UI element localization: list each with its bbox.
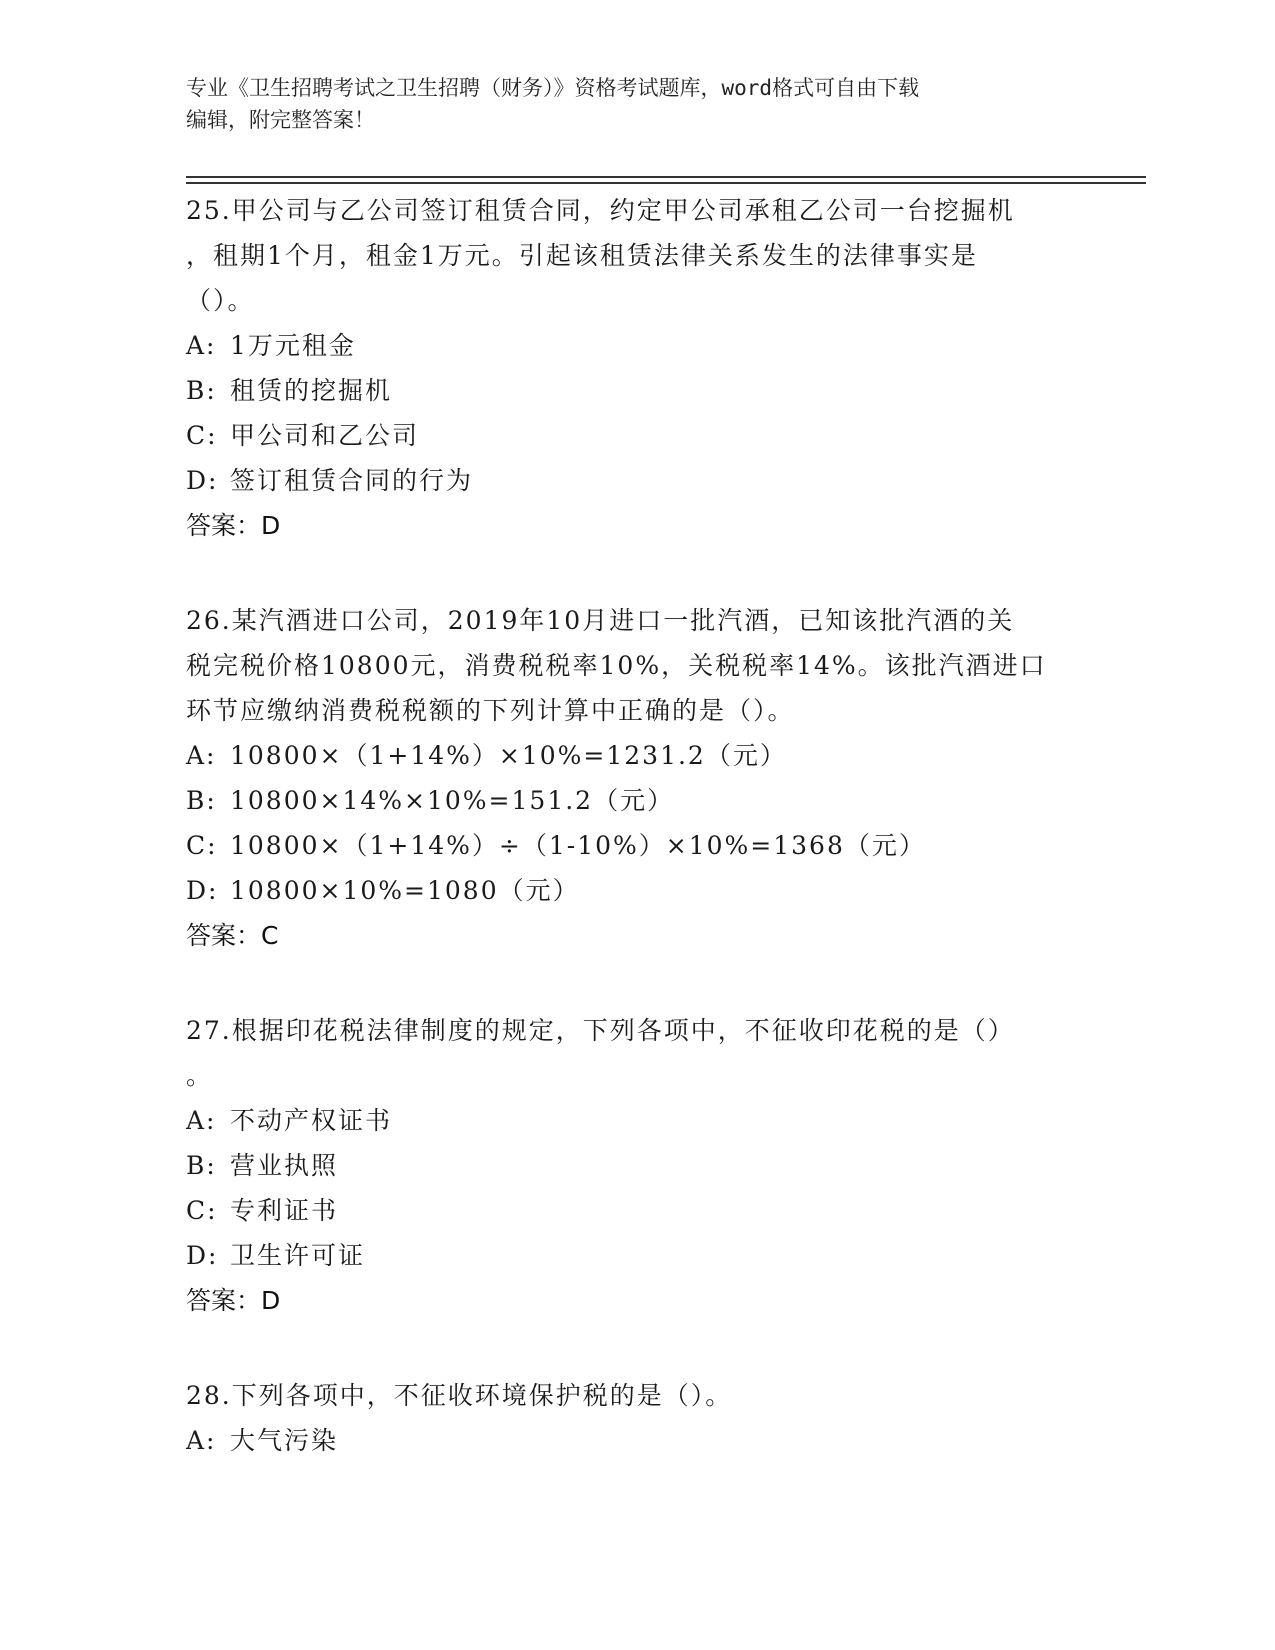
option-letter: A: — [186, 741, 217, 770]
answer-option — [186, 1098, 1066, 1143]
answer-option — [186, 368, 1066, 413]
option-text: 营业执照 — [230, 1151, 339, 1180]
header-divider-top — [186, 176, 1146, 178]
answer-key: 答案：C — [186, 921, 279, 950]
option-letter: A: — [186, 1106, 217, 1135]
document-header — [186, 72, 1066, 136]
question-stem-line: 28.下列各项中，不征收环境保护税的是（）。 — [186, 1381, 733, 1410]
option-text: 10800×10%=1080（元） — [230, 876, 580, 905]
option-text: 专利证书 — [230, 1196, 339, 1225]
answer-option — [186, 778, 1066, 823]
answer-option — [186, 1143, 1066, 1188]
question-stem-line: 25.甲公司与乙公司签订租赁合同，约定甲公司承租乙公司一台挖掘机 — [186, 196, 1015, 225]
question-stem-line: 。 — [186, 1061, 214, 1090]
option-text: 大气污染 — [230, 1426, 339, 1455]
answer-option — [186, 458, 1066, 503]
question-stem-line: （）。 — [186, 286, 255, 315]
question-stem-line: ，租期1个月，租金1万元。引起该租赁法律关系发生的法律事实是 — [186, 241, 978, 270]
option-text: 甲公司和乙公司 — [230, 421, 420, 450]
option-text: 10800×14%×10%=151.2（元） — [230, 786, 675, 815]
question-block — [186, 598, 1066, 958]
option-text: 10800×（1+14%）×10%=1231.2（元） — [230, 741, 787, 770]
answer-option — [186, 733, 1066, 778]
question-stem-line: 环节应缴纳消费税税额的下列计算中正确的是（）。 — [186, 696, 795, 725]
option-letter: B: — [186, 376, 217, 405]
option-letter: D: — [186, 876, 219, 905]
question-stem-line: 税完税价格10800元，消费税税率10%，关税税率14%。该批汽酒进口 — [186, 651, 1047, 680]
option-letter: C: — [186, 831, 218, 860]
option-letter: B: — [186, 786, 217, 815]
header-line-1: 专业《卫生招聘考试之卫生招聘（财务）》资格考试题库，word格式可自由下载 — [186, 76, 920, 100]
option-text: 10800×（1+14%）÷（1-10%）×10%=1368（元） — [230, 831, 926, 860]
answer-option — [186, 1418, 1066, 1463]
option-letter: D: — [186, 466, 219, 495]
option-text: 不动产权证书 — [230, 1106, 393, 1135]
answer-option — [186, 1188, 1066, 1233]
answer-key: 答案：D — [186, 1286, 281, 1315]
option-letter: A: — [186, 1426, 217, 1455]
option-letter: A: — [186, 331, 217, 360]
question-stem-line: 26.某汽酒进口公司，2019年10月进口一批汽酒，已知该批汽酒的关 — [186, 606, 1015, 635]
question-block — [186, 188, 1066, 548]
option-text: 卫生许可证 — [230, 1241, 366, 1270]
option-letter: C: — [186, 421, 218, 450]
answer-option — [186, 1233, 1066, 1278]
answer-key: 答案：D — [186, 511, 281, 540]
option-text: 签订租赁合同的行为 — [230, 466, 474, 495]
answer-option — [186, 868, 1066, 913]
option-letter: B: — [186, 1151, 217, 1180]
header-line-2: 编辑，附完整答案！ — [186, 108, 375, 132]
question-stem-line: 27.根据印花税法律制度的规定，下列各项中，不征收印花税的是（） — [186, 1016, 1015, 1045]
answer-option — [186, 413, 1066, 458]
question-block — [186, 1008, 1066, 1323]
answer-option — [186, 823, 1066, 868]
option-letter: D: — [186, 1241, 219, 1270]
option-text: 租赁的挖掘机 — [230, 376, 393, 405]
option-letter: C: — [186, 1196, 218, 1225]
question-list — [186, 188, 1066, 1463]
header-divider-bottom — [186, 182, 1146, 184]
option-text: 1万元租金 — [230, 331, 356, 360]
question-block — [186, 1373, 1066, 1463]
answer-option — [186, 323, 1066, 368]
